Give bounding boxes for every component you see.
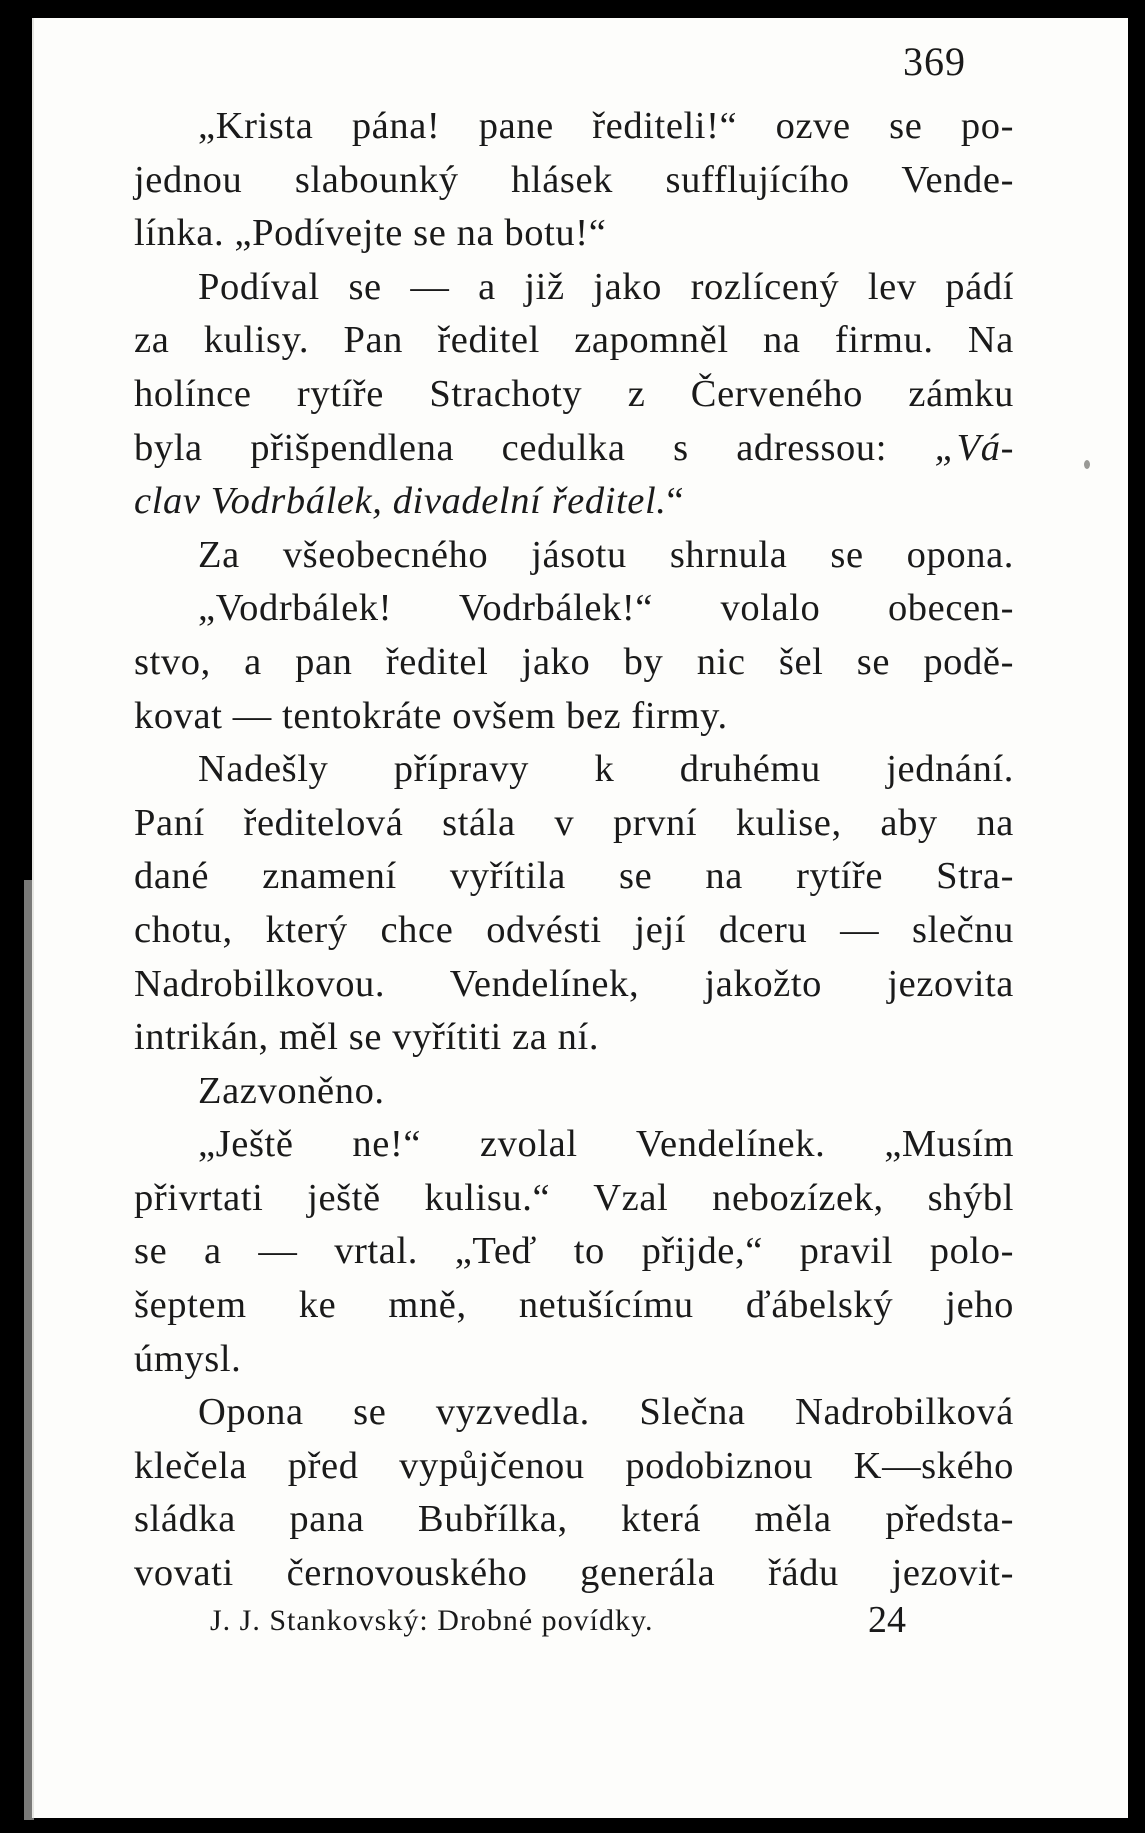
text-line-content: „Ještě ne!“ zvolal Vendelínek. „Musím [198, 1123, 1014, 1166]
text-line [134, 1386, 1014, 1440]
text-line [134, 958, 1014, 1012]
text-line [134, 690, 1014, 744]
text-line-content: chotu, který chce odvésti její dceru — slečnu [134, 908, 1014, 951]
text-line-content: úmysl. [134, 1337, 242, 1380]
text-line [134, 422, 1014, 476]
text-line-content: vovati černovouského generála řádu jezovit- [134, 1552, 1014, 1595]
text-line-content: kovat — tentokráte ovšem bez firmy. [134, 694, 728, 737]
text-line [134, 207, 1014, 261]
text-line-content: Zazvoněno. [198, 1069, 385, 1112]
closing-quote: “ [666, 480, 685, 523]
body-text [134, 100, 1014, 1601]
text-line-content: Paní ředitelová stála v první kulise, aby na [134, 801, 1014, 844]
text-line-content: šeptem ke mně, netušícímu ďábelský jeho [134, 1284, 1014, 1327]
text-line-content: „Vodrbálek! Vodrbálek!“ volalo obecen- [198, 587, 1014, 630]
text-line-content: Opona se vyzvedla. Slečna Nadrobilková [198, 1391, 1014, 1434]
text-line-content: dané znamení vyřítila se na rytíře Stra- [134, 855, 1014, 898]
text-line [134, 368, 1014, 422]
text-line [134, 743, 1014, 797]
text-line [134, 582, 1014, 636]
text-line [134, 1493, 1014, 1547]
text-line [134, 1547, 1014, 1601]
text-line [134, 314, 1014, 368]
text-line [134, 1172, 1014, 1226]
text-line [134, 1225, 1014, 1279]
paper-speck [1084, 460, 1090, 469]
text-line [134, 529, 1014, 583]
footer-author-title: J. J. Stankovský: Drobné povídky. [210, 1604, 654, 1637]
text-line [134, 1011, 1014, 1065]
text-line-content: intrikán, měl se vyřítiti za ní. [134, 1016, 600, 1059]
text-line-content: byla přišpendlena cedulka s adressou: [134, 426, 935, 469]
text-line-content: holínce rytíře Strachoty z Červeného zámku [134, 372, 1014, 415]
italic-text: clav Vodrbálek, divadelní ředitel. [134, 480, 667, 523]
text-line-content: línka. „Podívejte se na botu!“ [134, 212, 607, 255]
text-line [134, 1333, 1014, 1387]
text-line-content: sládka pana Bubřílka, která měla předsta- [134, 1498, 1014, 1541]
text-line-content: stvo, a pan ředitel jako by nic šel se podě- [134, 640, 1014, 683]
text-line [134, 904, 1014, 958]
text-line [134, 100, 1014, 154]
text-line-content: za kulisy. Pan ředitel zapomněl na firmu. Na [134, 319, 1014, 362]
text-line-content: „Krista pána! pane řediteli!“ ozve se po- [198, 105, 1014, 147]
italic-text: „Vá- [934, 426, 1014, 469]
text-line [134, 261, 1014, 315]
text-line-content: Za všeobecného jásotu shrnula se opona. [198, 533, 1014, 576]
text-line-content: klečela před vypůjčenou podobiznou K—ského [134, 1444, 1014, 1487]
text-line [134, 636, 1014, 690]
text-line [134, 1279, 1014, 1333]
text-line-content: se a — vrtal. „Teď to přijde,“ pravil polo- [134, 1230, 1014, 1273]
text-line [134, 1440, 1014, 1494]
book-page [32, 18, 1128, 1818]
text-line [134, 1065, 1014, 1119]
text-line-content: Nadešly přípravy k druhému jednání. [198, 748, 1014, 791]
text-line-content: Podíval se — a již jako rozlícený lev pádí [198, 265, 1014, 308]
text-line [134, 797, 1014, 851]
text-line [134, 475, 1014, 529]
text-line-content: jednou slabounký hlásek sufflujícího Vende- [134, 158, 1014, 201]
text-line [134, 850, 1014, 904]
text-line-content: Nadrobilkovou. Vendelínek, jakožto jezovita [134, 962, 1014, 1005]
text-line [134, 1118, 1014, 1172]
text-line-content: přivrtati ještě kulisu.“ Vzal nebozízek, shýbl [134, 1176, 1014, 1219]
text-line [134, 154, 1014, 208]
page-number: 369 [903, 39, 966, 84]
footer-sheet-number: 24 [868, 1599, 906, 1641]
